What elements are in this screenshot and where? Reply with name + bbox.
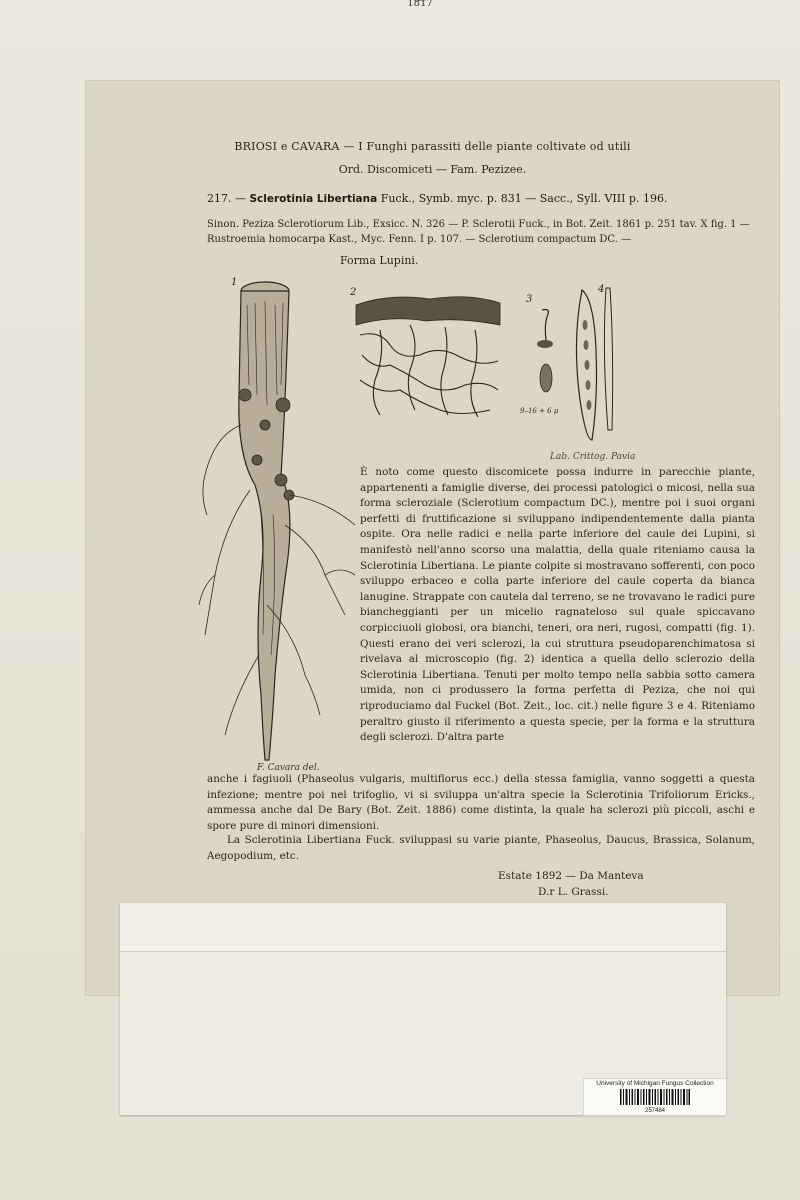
artist-signature-left: F. Cavara del. <box>257 763 320 773</box>
label-order: Ord. Discomiceti — Fam. Pezizee. <box>338 163 527 176</box>
figure-2-tissue <box>350 285 505 425</box>
body-text-full: anche i fagiuoli (Phaseolus vulgaris, multiflorus ecc.) della stessa famiglia, vanno soggetti a questa infezione; mentre poi nel trifoglio, vi si sviluppa un'altra specie la Sclerotinia Trifoliorum Ericks., ammessa anche dal De Bary (Bot. Zeit. 1886) come distinta, la quale ha sclerozi più piccoli, aschi e spore pure di minori dimensioni. <box>207 773 755 832</box>
barcode-institution: University of Michigan Fungus Collection <box>596 1080 714 1087</box>
species-name: Sclerotinia Libertiana <box>249 193 378 205</box>
fig2-label: 2 <box>350 287 357 298</box>
figure-3-4-asci <box>520 280 630 450</box>
species-line <box>207 192 667 205</box>
synonym-text: Sinon. Peziza Sclerotiorum Lib., Exsicc. N. 326 — P. Sclerotii Fuck., in Bot. Zeit. 1861 p. 251 tav. X fig. 1 — Rustroemia homocarpa Kast., Myc. Fenn. I p. 107. — Sclerotium compactum DC. — <box>207 219 750 245</box>
envelope-flap[interactable] <box>120 903 726 952</box>
barcode-number: 257484 <box>644 1108 666 1114</box>
artist-signature-right: Lab. Crittog. Pavia <box>550 452 636 462</box>
printed-label <box>85 80 780 996</box>
body-text-column: È noto come questo discomicete possa indurre in parecchie piante, appartenenti a famiglie diverse, dei processi patologici o micosi, nella sua forma scleroziale (Sclerotium compactum DC.), mentre poi i suoi organi perfetti di fruttificazione si sviluppano indipendentemente dalla pianta ospite. Ora nelle radici e nella parte inferiore del caule dei Lupini, si manifestò nell'anno scorso una malattia, della quale riteniamo causa la Sclerotinia Libertiana. Le piante colpite si mostravano sofferenti, con poco sviluppo erbaceo e colla parte inferiore del caule coperta da bianca lanugine. Strappate con cautela dal terreno, se ne trovavano le radici pure biancheggianti per un micelio ragnateloso sul quale spiccavano corpicciuoli globosi, ora bianchi, teneri, ora neri, rugosi, compatti (fig. 1). Questi erano dei veri sclerozi, la cui struttura pseudoparenchimatosa si rivelava al microscopio (fig. 2) identica a quella dello sclerozio della Sclerotinia Libertiana. Tenuti per molto tempo nella sabbia sotto camera umida, non ci produssero la forma perfetta di Peziza, che noi qui riproduciamo dal Fuckel (Bot. Zeit., loc. cit.) nelle figure 3 e 4. Riteniamo peraltro giusto il riferimento a questa specie, per la forma e la struttura degli sclerozi. D'altra parte <box>360 466 755 744</box>
body-text-last: La Sclerotinia Libertiana Fuck. sviluppasi su varie piante, Phaseolus, Daucus, Brassica, Solanum, Aegopodium, etc. <box>207 834 755 862</box>
collector-name: D.r L. Grassi. <box>538 886 609 898</box>
herbarium-stamp <box>360 0 480 36</box>
forma-label: Forma Lupini. <box>340 254 419 267</box>
fig4-label: 4 <box>598 284 605 295</box>
fig1-label: 1 <box>231 277 238 288</box>
barcode-label <box>583 1078 727 1116</box>
scale-label: 9–16 + 6 μ <box>520 407 559 415</box>
species-ref: Fuck., Symb. myc. p. 831 — Sacc., Syll. VIII p. 196. <box>380 192 668 205</box>
collection-date-place: Estate 1892 — Da Manteva <box>498 870 644 882</box>
collection-info <box>498 868 644 900</box>
barcode-icon <box>620 1089 690 1105</box>
label-header: BRIOSI e CAVARA — I Funghi parassiti delle piante coltivate od utili <box>234 140 631 153</box>
figure-1-root <box>195 275 365 765</box>
species-number: 217. — <box>207 192 246 205</box>
stamp-year: 1817 <box>407 0 433 9</box>
fig3-label: 3 <box>526 294 533 305</box>
